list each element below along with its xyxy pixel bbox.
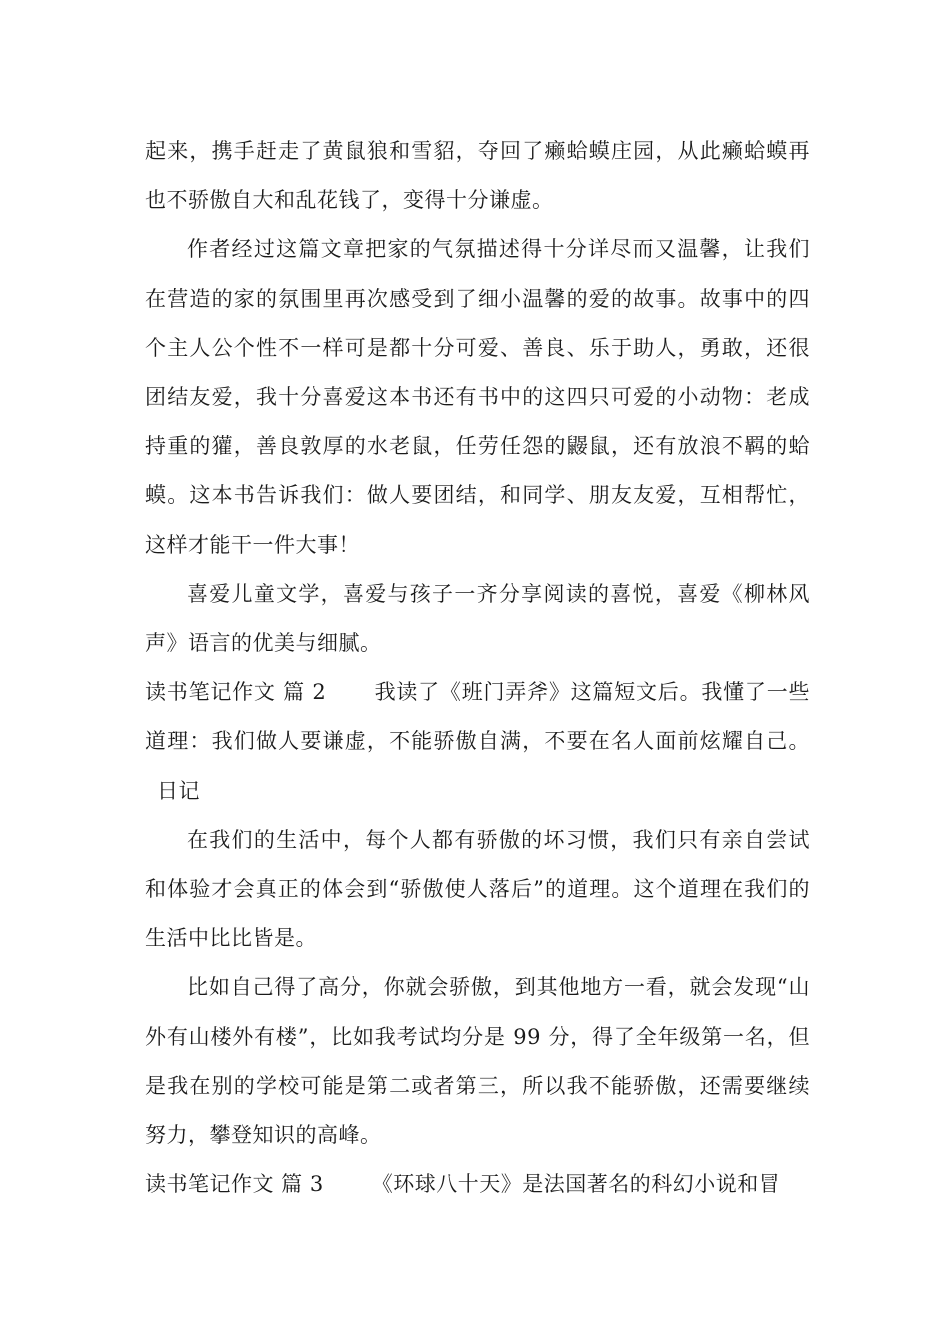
paragraph-text: 作者经过这篇文章把家的气氛描述得十分详尽而又温馨，让我们在营造的家的氛围里再次感受到了细小温馨的爱的故事。故事中的四个主人公个性不一样可是都十分可爱、善良、乐于助人，勇敢，还很团结友爱，我十分喜爱这本书还有书中的这四只可爱的小动物：老成持重的獾，善良敦厚的水老鼠，任劳任怨的鼹鼠，还有放浪不羁的蛤蟆。这本书告诉我们：做人要团结，和同学、朋友友爱，互相帮忙，这样才能干一件大事！: [145, 237, 810, 557]
paragraph-text: 《环球八十天》是法国著名的科幻小说和冒: [371, 1172, 781, 1197]
diary-tag: 日记: [157, 778, 200, 803]
paragraph-text: 起来，携手赶走了黄鼠狼和雪貂，夺回了癞蛤蟆庄园，从此癞蛤蟆再也不骄傲自大和乱花钱了，变得十分谦虚。: [145, 139, 810, 213]
paragraph-text: 比如自己得了高分，你就会骄傲，到其他地方一看，就会发现“山外有山楼外有楼”，比如我考试均分是 99 分，得了全年级第一名，但是我在别的学校可能是第二或者第三，所以我不能骄傲，还需要继续努力，攀登知识的高峰。: [145, 975, 810, 1148]
paragraph-essay-2: [145, 668, 810, 816]
paragraph-high-score: [145, 963, 810, 1160]
paragraph-text: 喜爱儿童文学，喜爱与孩子一齐分享阅读的喜悦，喜爱《柳林风声》语言的优美与细腻。: [145, 581, 810, 656]
document-body: [145, 127, 810, 1209]
paragraph-essay-3: [145, 1160, 810, 1209]
paragraph-continuation: [145, 127, 810, 225]
paragraph-children-literature: [145, 570, 810, 668]
essay-heading-3: 读书笔记作文 篇 3: [145, 1172, 324, 1197]
essay-heading-2: 读书笔记作文 篇 2: [145, 680, 327, 705]
paragraph-pride-habit: [145, 816, 810, 964]
paragraph-text: 在我们的生活中，每个人都有骄傲的坏习惯，我们只有亲自尝试和体验才会真正的体会到“骄傲使人落后”的道理。这个道理在我们的生活中比比皆是。: [145, 827, 810, 951]
paragraph-review: [145, 225, 810, 569]
paragraph-text: 我读了《班门弄斧》这篇短文后。我懂了一些道理：我们做人要谦虚，不能骄傲自满，不要在名人面前炫耀自己。: [145, 680, 810, 754]
